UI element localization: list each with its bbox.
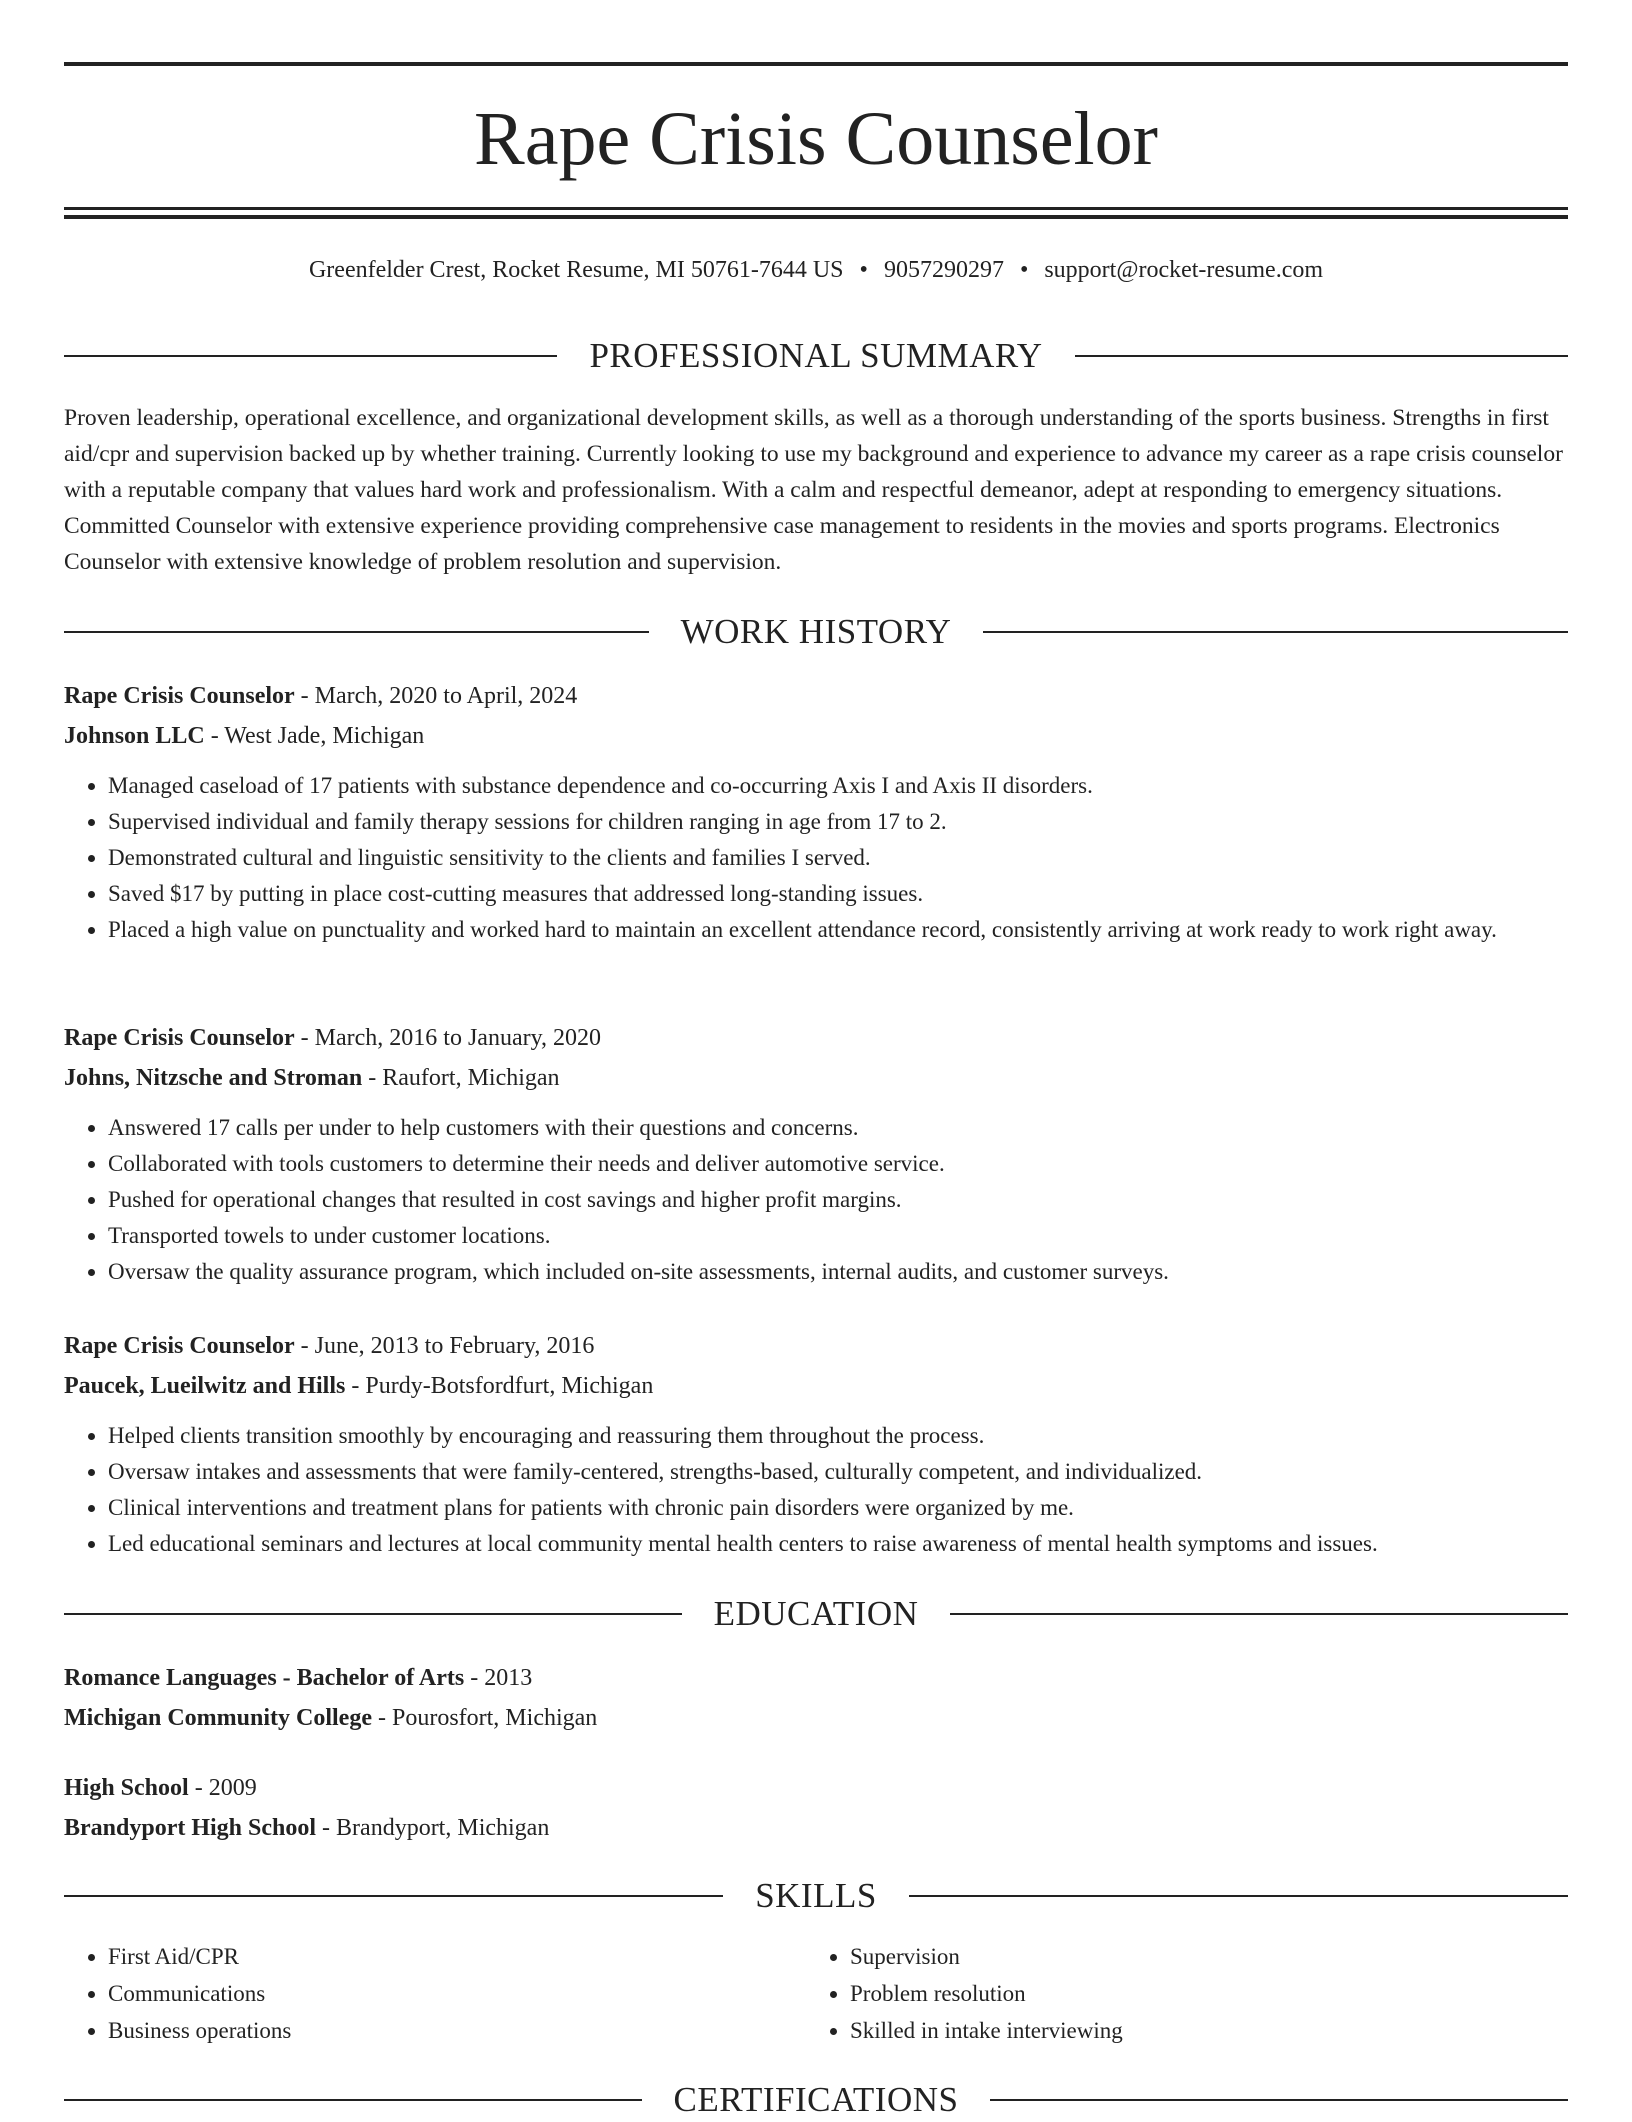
job-location: - West Jade, Michigan	[204, 723, 425, 749]
job-entry	[64, 676, 1568, 948]
summary-text: Proven leadership, operational excellence, and organizational development skills, as well as a thorough understanding of the sports business. Strengths in first aid/cpr and supervision backed up by whether training. Currently looking to use my background and experience to advance my career as a rape crisis counselor with a reputable company that values hard work and professionalism. With a calm and respectful demeanor, adept at responding to emergency situations. Committed Counselor with extensive experience providing comprehensive case management to residents in the movies and sports programs. Electronics Counselor with extensive knowledge of problem resolution and supervision.	[64, 405, 1563, 575]
section-title: SKILLS	[755, 1876, 877, 1915]
job-entry	[64, 1326, 1568, 1562]
heading-rule	[64, 631, 649, 633]
list-item: • Led educational seminars and lectures at local community mental health centers to raise awareness of mental health symptoms and issues.	[108, 1526, 1568, 1562]
school-location: - Brandyport, Michigan	[316, 1815, 550, 1841]
graduation-year: - 2013	[464, 1665, 533, 1691]
section-title: PROFESSIONAL SUMMARY	[589, 336, 1043, 375]
degree: Romance Languages - Bachelor of Arts	[64, 1665, 465, 1691]
contact-separator: •	[1019, 257, 1029, 283]
job-location: - Raufort, Michigan	[362, 1065, 560, 1091]
skill-item: • Supervision	[850, 1938, 1548, 1975]
skill-item: • Skilled in intake interviewing	[850, 2012, 1548, 2049]
job-dates: - March, 2016 to January, 2020	[294, 1025, 602, 1051]
school-name: Brandyport High School	[64, 1815, 317, 1841]
heading-rule	[983, 631, 1568, 633]
skills-list	[64, 1938, 1568, 2049]
job-title: Rape Crisis Counselor	[64, 1333, 295, 1359]
contact-line	[64, 252, 1568, 288]
job-bullets	[64, 768, 1568, 948]
resume-title: Rape Crisis Counselor	[474, 97, 1158, 181]
skill-item: • Communications	[108, 1975, 806, 2012]
list-item: • Oversaw the quality assurance program, which included on-site assessments, internal audits, and customer surveys.	[108, 1254, 1568, 1290]
heading-rule	[64, 2099, 642, 2101]
section-heading-skills	[64, 1874, 1568, 1918]
job-dates: - March, 2020 to April, 2024	[294, 683, 578, 709]
heading-rule	[64, 1613, 682, 1615]
top-rule	[64, 62, 1568, 66]
heading-rule	[909, 1895, 1568, 1897]
section-title: EDUCATION	[713, 1594, 919, 1633]
job-location: - Purdy-Botsfordfurt, Michigan	[345, 1373, 654, 1399]
heading-rule	[950, 1613, 1568, 1615]
title-rule-upper	[64, 207, 1568, 210]
list-item: • Helped clients transition smoothly by encouraging and reassuring them throughout the process.	[108, 1418, 1568, 1454]
contact-phone: 9057290297	[883, 257, 1004, 283]
job-entry	[64, 1018, 1568, 1290]
job-title: Rape Crisis Counselor	[64, 683, 295, 709]
heading-rule	[64, 355, 557, 357]
education-entry	[64, 1658, 1568, 1738]
section-heading-education	[64, 1592, 1568, 1636]
list-item: • Supervised individual and family therapy sessions for children ranging in age from 17 to 2.	[108, 804, 1568, 840]
school-location: - Pourosfort, Michigan	[371, 1705, 598, 1731]
list-item: • Collaborated with tools customers to determine their needs and deliver automotive service.	[108, 1146, 1568, 1182]
list-item: • Answered 17 calls per under to help customers with their questions and concerns.	[108, 1110, 1568, 1146]
contact-email: support@rocket-resume.com	[1044, 257, 1324, 283]
section-title: WORK HISTORY	[680, 612, 952, 651]
job-bullets	[64, 1418, 1568, 1562]
job-title: Rape Crisis Counselor	[64, 1025, 295, 1051]
skill-item: • First Aid/CPR	[108, 1938, 806, 1975]
heading-rule	[990, 2099, 1568, 2101]
list-item: • Pushed for operational changes that resulted in cost savings and higher profit margins.	[108, 1182, 1568, 1218]
degree: High School	[64, 1775, 189, 1801]
list-item: • Transported towels to under customer locations.	[108, 1218, 1568, 1254]
list-item: • Managed caseload of 17 patients with substance dependence and co-occurring Axis I and Axis II disorders.	[108, 768, 1568, 804]
skills-column-left	[64, 1938, 806, 2049]
section-heading-work-history	[64, 610, 1568, 654]
job-dates: - June, 2013 to February, 2016	[294, 1333, 595, 1359]
list-item: • Demonstrated cultural and linguistic sensitivity to the clients and families I served.	[108, 840, 1568, 876]
graduation-year: - 2009	[188, 1775, 257, 1801]
skill-item: • Business operations	[108, 2012, 806, 2049]
contact-address: Greenfelder Crest, Rocket Resume, MI 50761-7644 US	[308, 257, 844, 283]
section-title: CERTIFICATIONS	[673, 2080, 959, 2119]
education-entry	[64, 1768, 1568, 1848]
job-company: Johns, Nitzsche and Stroman	[64, 1065, 363, 1091]
list-item: • Oversaw intakes and assessments that were family-centered, strengths-based, culturally competent, and individualized.	[108, 1454, 1568, 1490]
contact-separator: •	[859, 257, 868, 283]
heading-rule	[1075, 355, 1568, 357]
job-bullets	[64, 1110, 1568, 1290]
school-name: Michigan Community College	[64, 1705, 372, 1731]
job-company: Johnson LLC	[64, 723, 205, 749]
heading-rule	[64, 1895, 723, 1897]
skills-column-right	[806, 1938, 1548, 2049]
section-heading-certifications	[64, 2078, 1568, 2122]
skill-item: • Problem resolution	[850, 1975, 1548, 2012]
job-company: Paucek, Lueilwitz and Hills	[64, 1373, 346, 1399]
list-item: • Placed a high value on punctuality and worked hard to maintain an excellent attendance record, consistently arriving at work ready to work right away.	[108, 912, 1568, 948]
list-item: • Saved $17 by putting in place cost-cutting measures that addressed long-standing issues.	[108, 876, 1568, 912]
section-heading-summary	[64, 334, 1568, 378]
list-item: • Clinical interventions and treatment plans for patients with chronic pain disorders were organized by me.	[108, 1490, 1568, 1526]
title-rule-lower	[64, 215, 1568, 219]
